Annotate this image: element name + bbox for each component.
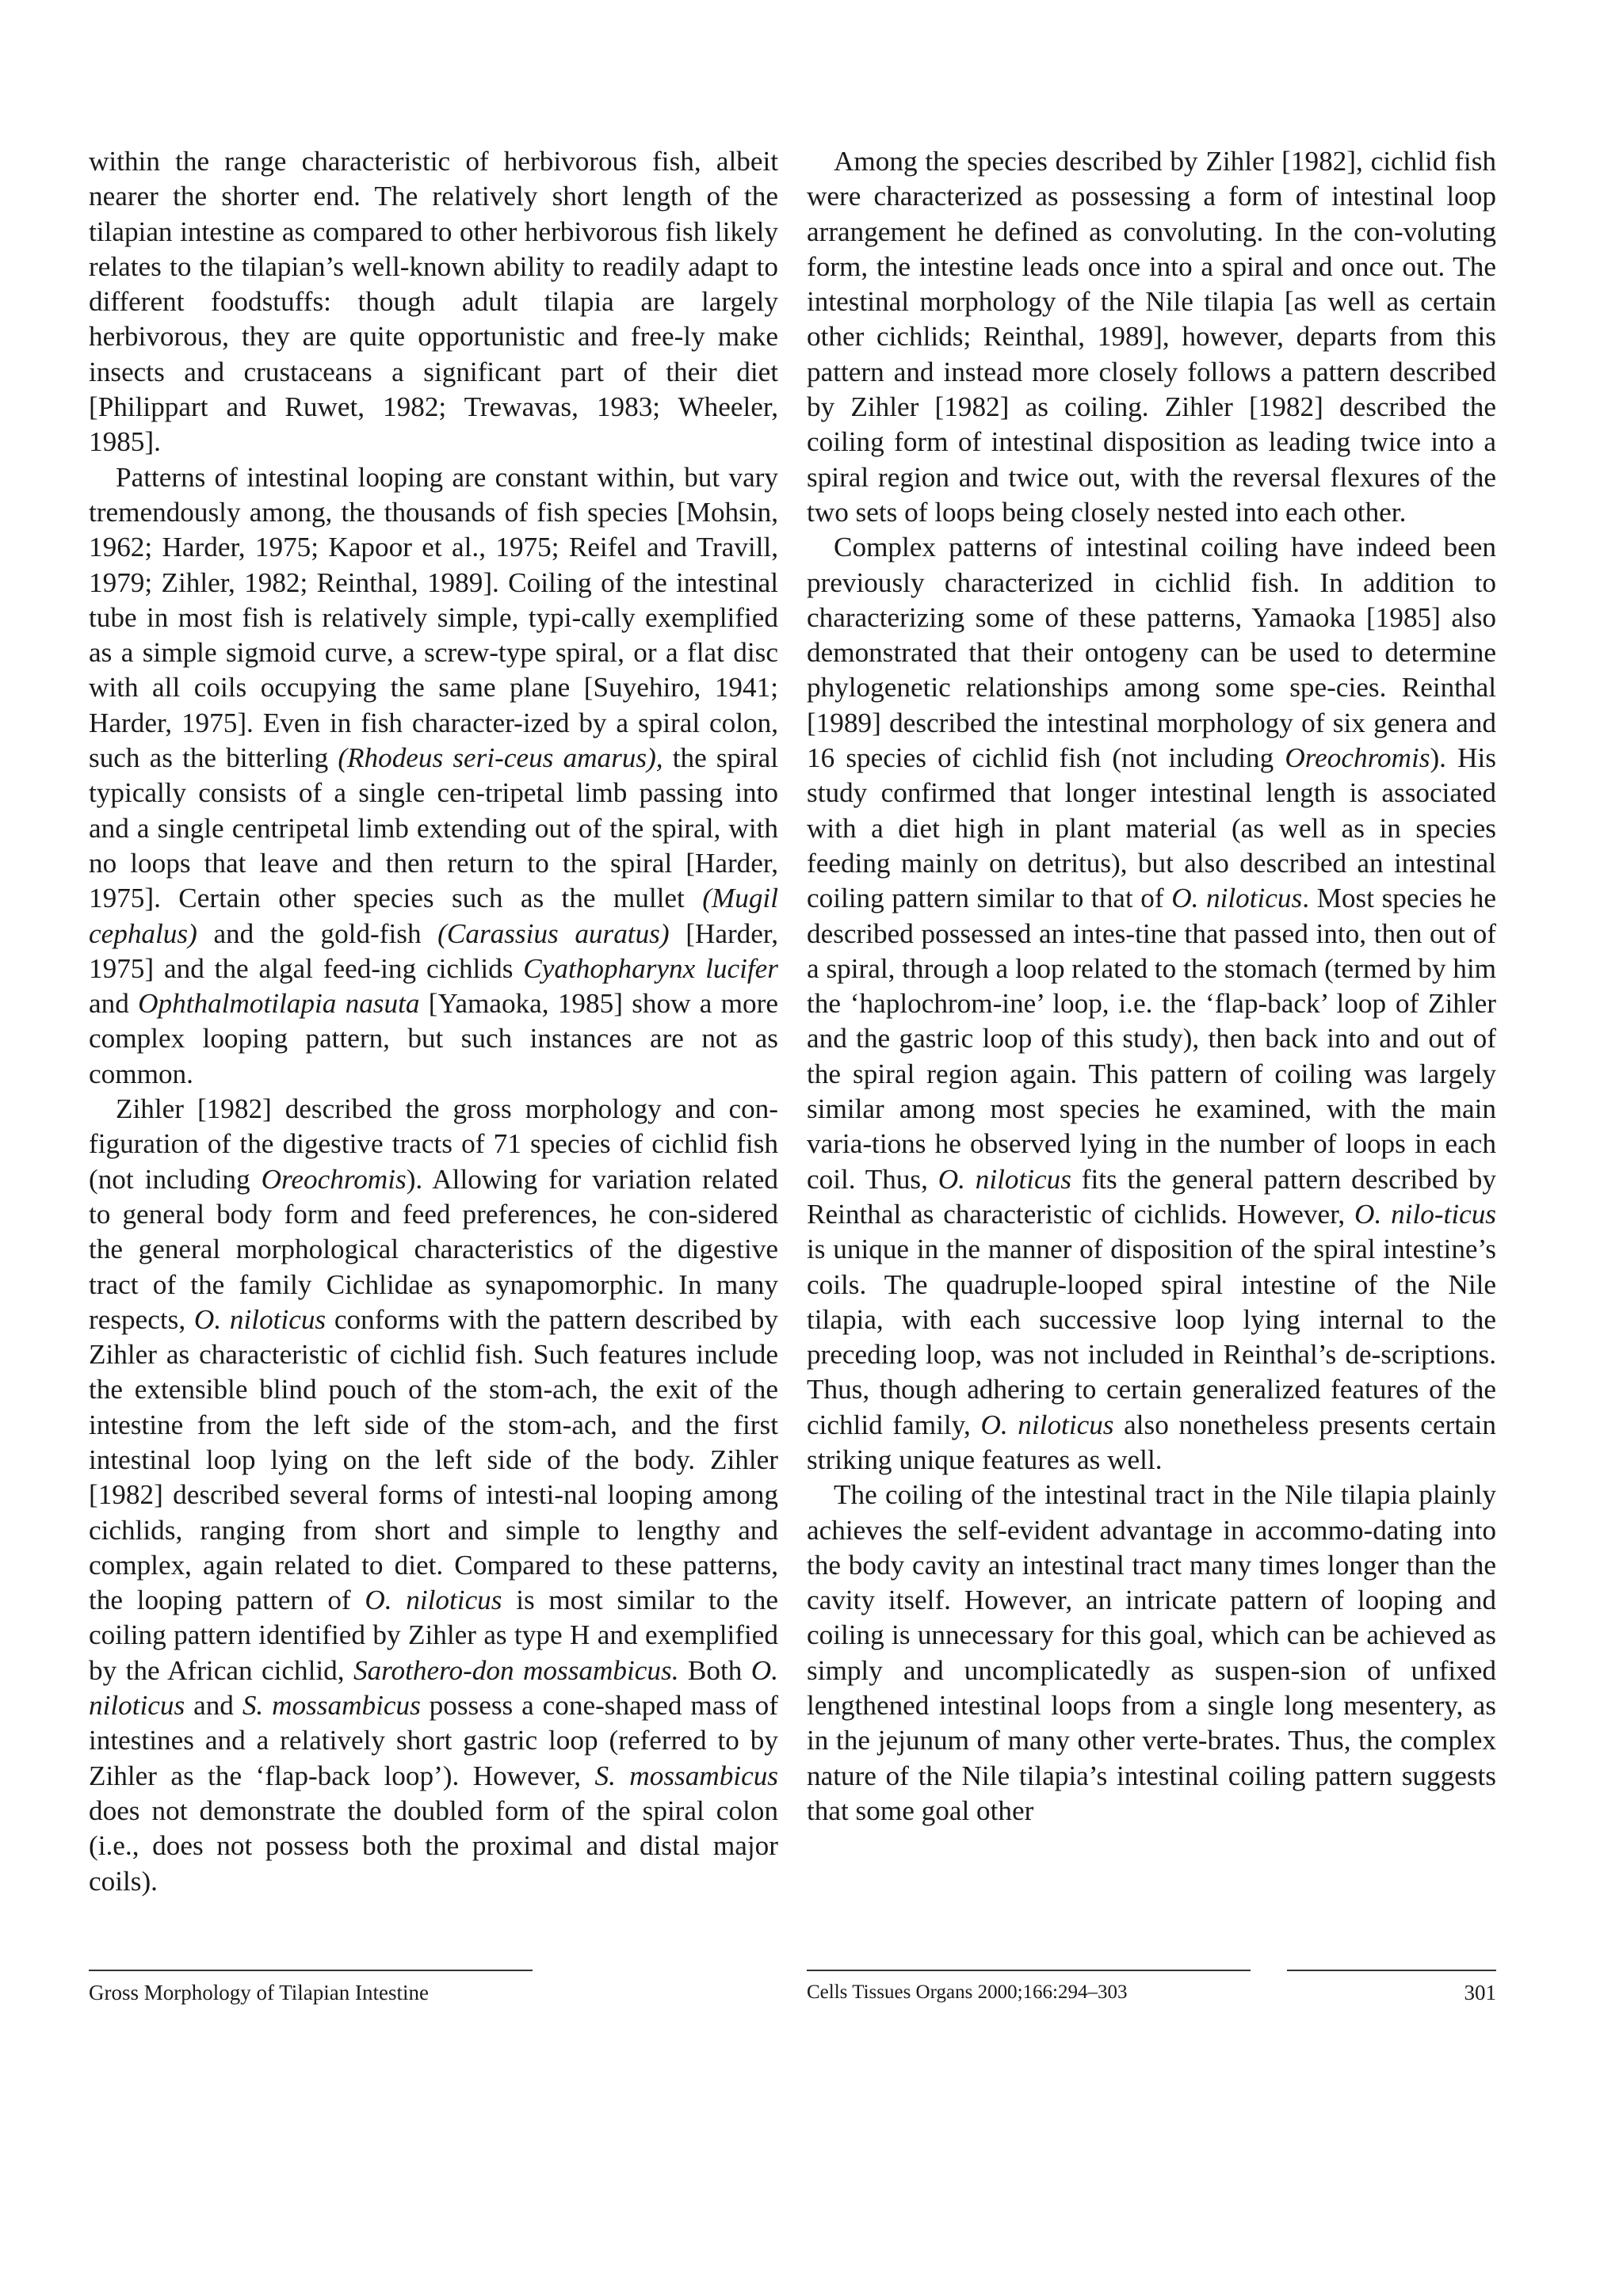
running-title: Gross Morphology of Tilapian Intestine [89,1981,429,2004]
paragraph: Among the species described by Zihler [1982], cichlid fish were characterized as possessing a form of intestinal loop arrangement he defined as convoluting. In the con-voluting form, the intestine leads once into a spiral and once out. The intestinal morphology of the Nile tilapia [as well as certain other cichlids; Reinthal, 1989], however, departs from this pattern and instead more closely follows a pattern described by Zihler [1982] as coiling. Zihler [1982] described the coiling form of intestinal disposition as leading twice into a spiral region and twice out, with the reversal flexures of the two sets of loops being closely nested into each other. [807,146,1496,528]
footer-rule-middle [807,1970,1251,1971]
paragraph: Zihler [1982] described the gross morphology and con-figuration of the digestive tracts of 71 species of cichlid fish (not including Oreochromis). Allowing for variation related to general body form and feed preferences, he con-sidered the general morphological characteristics of the digestive tract of the family Cichlidae as synapomorphic. In many respects, O. niloticus conforms with the pattern described by Zihler as characteristic of cichlid fish. Such features include the extensible blind pouch of the stom-ach, the exit of the intestine from the left side of the stom-ach, and the first intestinal loop lying on the left side of the body. Zihler [1982] described several forms of intesti-nal looping among cichlids, ranging from short and simple to lengthy and complex, again related to diet. Compared to these patterns, the looping pattern of O. niloticus is most similar to the coiling pattern identified by Zihler as type H and exemplified by the African cichlid, Sarothero-don mossambicus. Both O. niloticus and S. mossambicus possess a cone-shaped mass of intestines and a relatively short gastric loop (referred to by Zihler as the ‘flap-back loop’). However, S. mossambicus does not demonstrate the doubled form of the spiral colon (i.e., does not possess both the proximal and distal major coils). [89,1093,779,1897]
paragraph: Complex patterns of intestinal coiling have indeed been previously characterized in cichlid fish. In addition to characterizing some of these patterns, Yamaoka [1985] also demonstrated that their ontogeny can be used to determine phylogenetic relationships among some spe-cies. Reinthal [1989] described the intestinal morphology of six genera and 16 species of cichlid fish (not including Oreochromis). His study confirmed that longer intestinal length is associated with a diet high in plant material (as well as in species feeding mainly on detritus), but also described an intestinal coiling pattern similar to that of O. niloticus. Most species he described possessed an intes-tine that passed into, then out of a spiral, through a loop related to the stomach (termed by him the ‘haplochrom-ine’ loop, i.e. the ‘flap-back’ loop of Zihler and the gastric loop of this study), then back into and out of the spiral region again. This pattern of coiling was largely similar among most species he examined, with the main varia-tions he observed lying in the number of loops in each coil. Thus, O. niloticus fits the general pattern described by Reinthal as characteristic of cichlids. However, O. nilo-ticus is unique in the manner of disposition of the spiral intestine’s coils. The quadruple-looped spiral intestine of the Nile tilapia, with each successive loop lying internal to the preceding loop, was not included in Reinthal’s de-scriptions. Thus, though adhering to certain generalized features of the cichlid family, O. niloticus also nonetheless presents certain striking unique features as well. [807,532,1496,1475]
journal-citation: Cells Tissues Organs 2000;166:294–303 [807,1981,1128,2003]
paragraph: Patterns of intestinal looping are constant within, but vary tremendously among, the thousands of fish species [Mohsin, 1962; Harder, 1975; Kapoor et al., 1975; Reifel and Travill, 1979; Zihler, 1982; Reinthal, 1989]. Coiling of the intestinal tube in most fish is relatively simple, typi-cally exemplified as a simple sigmoid curve, a screw-type spiral, or a flat disc with all coils occupying the same plane [Suyehiro, 1941; Harder, 1975]. Even in fish character-ized by a spiral colon, such as the bitterling (Rhodeus seri-ceus amarus), the spiral typically consists of a single cen-tripetal limb passing into and a single centripetal limb extending out of the spiral, with no loops that leave and then return to the spiral [Harder, 1975]. Certain other species such as the mullet (Mugil cephalus) and the gold-fish (Carassius auratus) [Harder, 1975] and the algal feed-ing cichlids Cyathopharynx lucifer and Ophthalmotilapia nasuta [Yamaoka, 1985] show a more complex looping pattern, but such instances are not as common. [89,461,779,1089]
right-column [807,144,1496,1829]
paragraph: The coiling of the intestinal tract in the Nile tilapia plainly achieves the self-evident advantage in accommo-dating into the body cavity an intestinal tract many times longer than the cavity itself. However, an intricate pattern of looping and coiling is unnecessary for this goal, which can be achieved as simply and uncomplicatedly as suspen-sion of unfixed lengthened intestinal loops from a single long mesentery, as in the jejunum of many other verte-brates. Thus, the complex nature of the Nile tilapia’s intestinal coiling pattern suggests that some goal other [807,1479,1496,1826]
footer-rule-right [1287,1970,1496,1971]
paragraph: within the range characteristic of herbivorous fish, albeit nearer the shorter end. The relatively short length of the tilapian intestine as compared to other herbivorous fish likely relates to the tilapian’s well-known ability to readily adapt to different foodstuffs: though adult tilapia are largely herbivorous, they are quite opportunistic and free-ly make insects and crustaceans a significant part of their diet [Philippart and Ruwet, 1982; Trewavas, 1983; Wheeler, 1985]. [89,146,778,458]
left-column [89,144,778,1899]
page-number: 301 [1464,1981,1496,2004]
footer-rule-left [89,1970,533,1971]
